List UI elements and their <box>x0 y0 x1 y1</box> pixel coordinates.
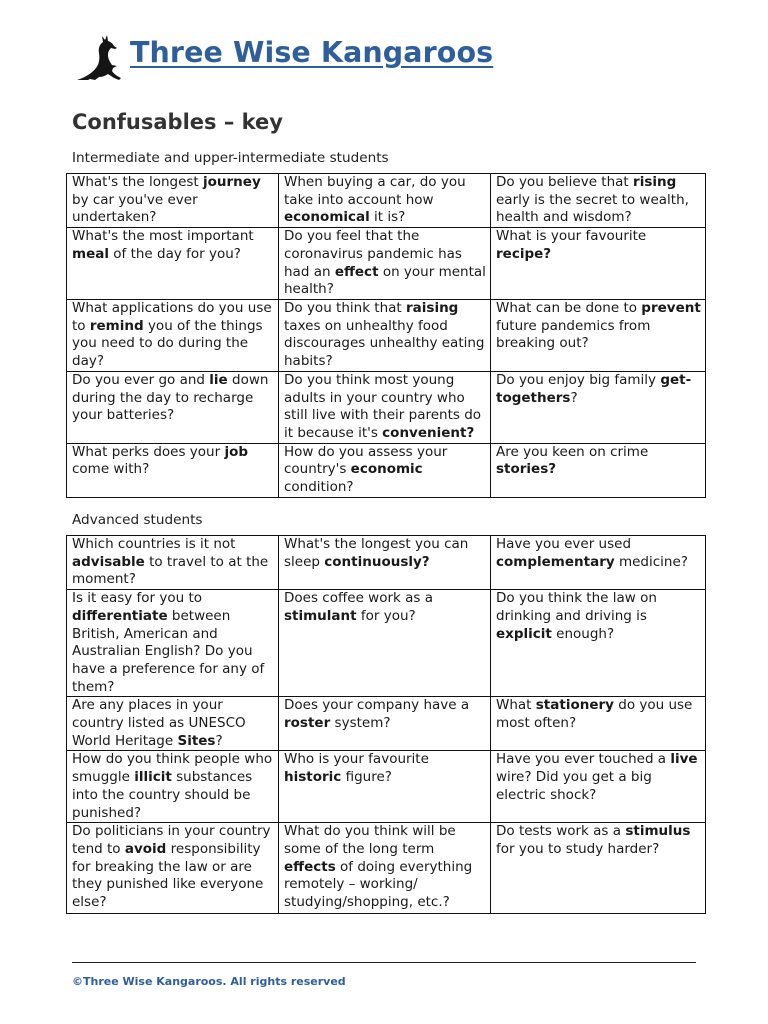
key-word: live <box>670 751 698 768</box>
key-word: avoid <box>124 840 167 857</box>
question-cell: How do you assess your country's economic condition? <box>279 443 491 497</box>
key-word: remind <box>89 317 144 334</box>
question-cell: Do you think most young adults in your country who still live with their parents do it because it's convenient? <box>279 371 491 443</box>
key-word: stories? <box>496 461 557 478</box>
question-cell: What can be done to prevent future pandemics from breaking out? <box>491 299 706 371</box>
question-cell: Do you feel that the coronavirus pandemic has had an effect on your mental health? <box>279 228 491 300</box>
key-word: roster <box>284 715 331 732</box>
question-cell: When buying a car, do you take into account how economical it is? <box>279 174 491 228</box>
page-title: Confusables – key <box>72 110 283 134</box>
question-cell: Does your company have a roster system? <box>279 697 491 751</box>
key-word: stimulus <box>625 823 691 840</box>
question-cell: Which countries is it not advisable to travel to at the moment? <box>67 536 279 590</box>
key-word: economic <box>350 461 423 478</box>
key-word: differentiate <box>72 607 168 624</box>
key-word: economical <box>284 209 370 226</box>
table-row <box>67 823 706 914</box>
key-word: rising <box>633 174 677 190</box>
key-word: explicit <box>496 625 552 642</box>
key-word: advisable <box>72 553 145 570</box>
question-cell: Do you think the law on drinking and driving is explicit enough? <box>491 590 706 697</box>
key-word: Sites <box>177 732 216 749</box>
table-row <box>67 299 706 371</box>
key-word: continuously? <box>324 553 430 570</box>
table-row <box>67 590 706 697</box>
question-cell: What is your favourite recipe? <box>491 228 706 300</box>
question-cell: Who is your favourite historic figure? <box>279 751 491 823</box>
question-cell: Do you believe that rising early is the secret to wealth, health and wisdom? <box>491 174 706 228</box>
table-row <box>67 697 706 751</box>
key-word: lie <box>209 371 228 388</box>
question-cell: Is it easy for you to differentiate between British, American and Australian English? Do you have a preference for any of them? <box>67 590 279 697</box>
table-row <box>67 443 706 497</box>
key-word: effects <box>284 858 336 875</box>
key-word: prevent <box>641 299 701 316</box>
key-word: effect <box>334 263 379 280</box>
table-row <box>67 751 706 823</box>
question-cell: Are you keen on crime stories? <box>491 443 706 497</box>
table-row <box>67 536 706 590</box>
brand-name: Three Wise Kangaroos <box>130 36 494 69</box>
intermediate-questions-table <box>66 173 706 498</box>
table-row <box>67 371 706 443</box>
key-word: illicit <box>134 769 172 786</box>
question-cell: What's the longest you can sleep continuously? <box>279 536 491 590</box>
key-word: job <box>224 443 249 460</box>
question-cell: Do politicians in your country tend to avoid responsibility for breaking the law or are they punished like everyone else? <box>67 823 279 914</box>
question-cell: Have you ever used complementary medicine? <box>491 536 706 590</box>
question-cell: Do you think that raising taxes on unhealthy food discourages unhealthy eating habits? <box>279 299 491 371</box>
advanced-questions-table <box>66 535 706 914</box>
question-cell: Do tests work as a stimulus for you to study harder? <box>491 823 706 914</box>
key-word: raising <box>406 299 459 316</box>
footer-copyright: ©Three Wise Kangaroos. All rights reserved <box>72 975 346 988</box>
key-word: stimulant <box>284 607 357 624</box>
key-word: historic <box>284 769 342 786</box>
key-word: recipe? <box>496 245 552 262</box>
key-word: meal <box>72 245 109 262</box>
table-row <box>67 228 706 300</box>
question-cell: What do you think will be some of the long term effects of doing everything remotely – working/ studying/shopping, etc.? <box>279 823 491 914</box>
section-heading-advanced: Advanced students <box>72 512 203 528</box>
key-word: complementary <box>496 553 615 570</box>
question-cell: Have you ever touched a live wire? Did you get a big electric shock? <box>491 751 706 823</box>
question-cell: What's the longest journey by car you've ever undertaken? <box>67 174 279 228</box>
question-cell: What stationery do you use most often? <box>491 697 706 751</box>
question-cell: Do you enjoy big family get-togethers? <box>491 371 706 443</box>
kangaroo-icon <box>72 34 124 82</box>
key-word: convenient? <box>382 425 475 442</box>
section-heading-intermediate: Intermediate and upper-intermediate students <box>72 150 389 166</box>
key-word: get-togethers <box>496 371 692 406</box>
question-cell: Do you ever go and lie down during the day to recharge your batteries? <box>67 371 279 443</box>
question-cell: Are any places in your country listed as UNESCO World Heritage Sites? <box>67 697 279 751</box>
question-cell: What's the most important meal of the day for you? <box>67 228 279 300</box>
question-cell: How do you think people who smuggle illicit substances into the country should be punished? <box>67 751 279 823</box>
key-word: stationery <box>535 697 614 714</box>
question-cell: What applications do you use to remind you of the things you need to do during the day? <box>67 299 279 371</box>
table-row <box>67 174 706 228</box>
key-word: journey <box>203 174 261 190</box>
footer-divider <box>72 962 696 963</box>
question-cell: Does coffee work as a stimulant for you? <box>279 590 491 697</box>
question-cell: What perks does your job come with? <box>67 443 279 497</box>
